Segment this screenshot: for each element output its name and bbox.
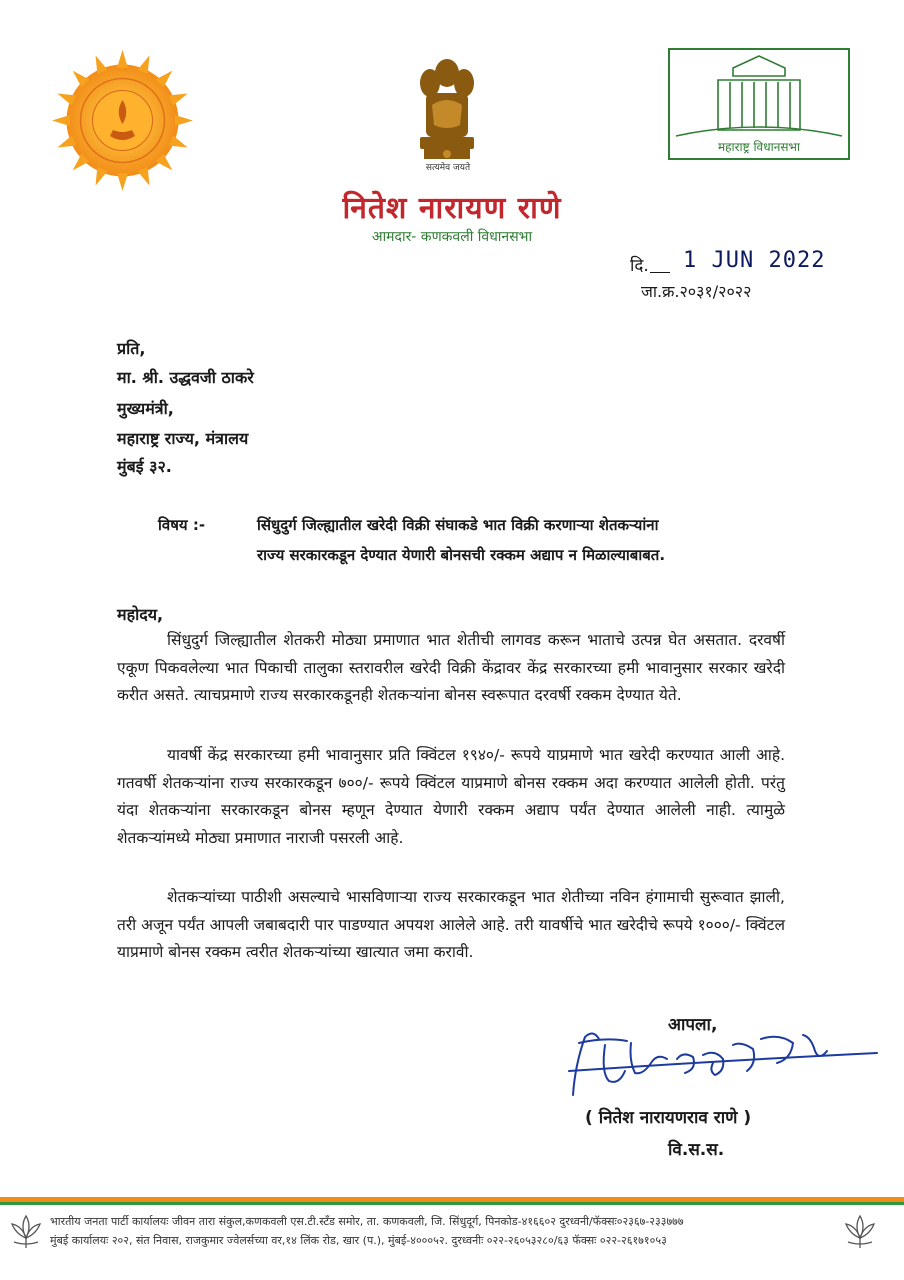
lotus-icon [842,1212,878,1250]
subject-line-1: सिंधुदुर्ग जिल्ह्यातील खरेदी विक्री संघाकडे भात विक्री करणाऱ्या शेतकऱ्यांना [257,516,659,534]
date-label: दि. [630,256,649,276]
emblem-motto: सत्यमेव जयते [425,163,471,173]
subject-label: विषय :- [158,516,206,534]
paragraph-3-text: शेतकऱ्यांच्या पाठीशी असल्याचे भासविणाऱ्या राज्य सरकारकडून भात शेतीच्या नविन हंगामाची सुरूवात झाली, तरी अजून पर्यंत आपली जबाबदारी पार पाडण्यात अपयश आलेले आहे. तरी यावर्षीचे भात खरेदीचे रूपये १०००/- क्विंटल याप्रमाणे बोनस रक्कम त्वरीत शेतकऱ्यांच्या खात्यात जमा करावी. [117,888,785,961]
recipient-line-1: प्रति, [117,339,146,358]
recipient-line-5: मुंबई ३२. [117,457,172,476]
footer-address-line-2: मुंबई कार्यालयः २०२, संत निवास, राजकुमार ज्वेलर्सच्या वर,१४ लिंक रोड, खार (प.), मुंबई-४०००५२. दुरध्वनीः ०२२-२६०५३२८०/६३ फॅक्सः ०२२-२६१७१०५३ [50,1234,667,1247]
letterhead-designation: आमदार- कणकवली विधानसभा [371,229,533,245]
paragraph-1-text: सिंधुदुर्ग जिल्ह्यातील शेतकरी मोठ्या प्रमाणात भात शेतीची लागवड करून भाताचे उत्पन्न घेत असतात. दरवर्षी एकूण पिकवलेल्या भात पिकाची तालुका स्तरावरील खरेदी विक्री केंद्रावर केंद्र सरकारच्या हमी भावानुसार सरकार खरेदी करीत असते. त्याचप्रमाणे राज्य सरकारकडूनही शेतकऱ्यांना बोनस स्वरूपात दरवर्षी रक्कम देण्यात येते. [117,631,785,704]
date-stamp: 1 JUN 2022 [683,248,826,273]
recipient-line-4: महाराष्ट्र राज्य, मंत्रालय [117,429,249,448]
maharashtra-seal-logo [50,48,195,193]
closing: आपला, [668,1015,718,1035]
paragraph-3 [117,884,785,967]
date-underline [650,272,670,273]
paragraph-2-text: यावर्षी केंद्र सरकारच्या हमी भावानुसार प्रति क्विंटल १९४०/- रूपये याप्रमाणे भात खरेदी करण्यात आली आहे. गतवर्षी शेतकऱ्यांना राज्य सरकारकडून ७००/- रूपये क्विंटल याप्रमाणे बोनस रक्कम अदा करण्यात आलेली होती. परंतु यंदा शेतकऱ्यांना सरकारकडून बोनस म्हणून देण्यात येणारी रक्कम अद्याप पर्यंत देण्यात आलेली नाही. त्यामुळे शेतकऱ्यांमध्ये मोठ्या प्रमाणात नाराजी पसरली आहे. [117,746,785,847]
footer-divider-green [0,1202,904,1205]
salutation: महोदय, [117,605,164,624]
letterhead-name: नितेश नारायण राणे [342,191,562,226]
reference-number: जा.क्र.२०३१/२०२२ [641,282,752,301]
handwritten-signature [565,1015,885,1105]
recipient-line-2: मा. श्री. उद्धवजी ठाकरे [117,368,254,387]
signer-name: ( नितेश नारायणराव राणे ) [585,1108,752,1128]
paragraph-1 [117,627,785,710]
vidhan-sabha-caption: महाराष्ट्र विधानसभा [717,140,801,154]
recipient-line-3: मुख्यमंत्री, [117,399,174,418]
footer-address-line-1: भारतीय जनता पार्टी कार्यालयः जीवन तारा संकुल,कणकवली एस.टी.स्टॅंड समोर, ता. कणकवली, जि. सिंधुदूर्ग, पिनकोड-४१६६०२ दुरध्वनी/फॅक्सः०२३६७-२३३७७७ [50,1215,684,1228]
lotus-icon [8,1212,44,1250]
paragraph-2 [117,742,785,852]
subject-line-2: राज्य सरकारकडून देण्यात येणारी बोनसची रक्कम अद्याप न मिळाल्याबाबत. [257,546,666,564]
signer-designation: वि.स.स. [668,1140,725,1160]
